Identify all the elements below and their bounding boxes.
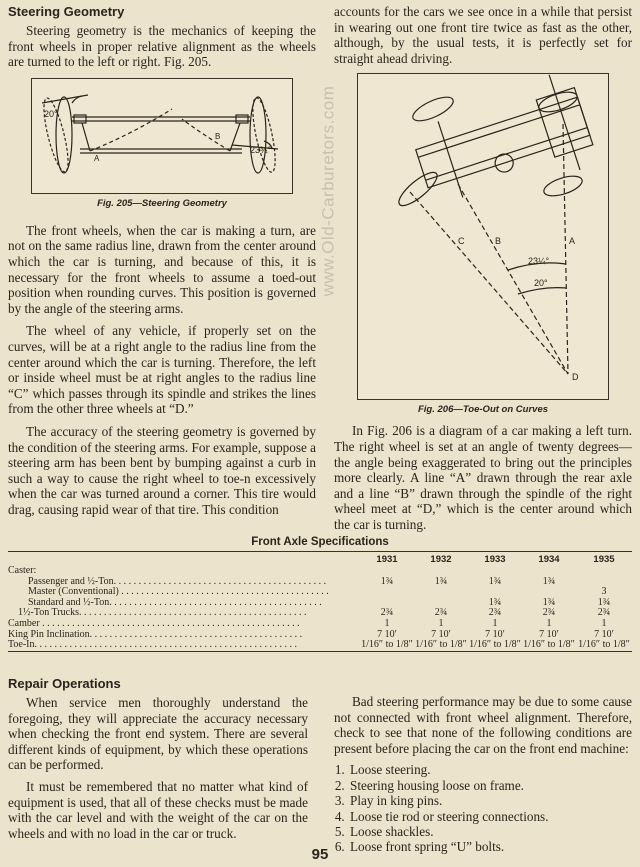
list-item: 5. Loose shackles. [348, 824, 632, 839]
year-1931: 1931 [376, 554, 398, 566]
spec-label: Master (Conventional) . . . . . . . . . . . . . . . . . . . . . . . . . . . . . . . . . . . . . . . . . . [28, 587, 329, 598]
spec-value: 1/16″ to 1/8″ [415, 639, 467, 651]
table-row [8, 608, 632, 619]
spec-value: 7 10′ [431, 628, 451, 640]
spec-value [414, 566, 468, 577]
fig205-label-a: A [94, 153, 100, 163]
spec-value: 1 [601, 617, 607, 629]
steering-geometry-diagram [32, 79, 292, 193]
fig206-angle2-label: 20° [534, 278, 548, 289]
intro-paragraph: Steering geometry is the mechanics of keeping the front wheels in proper relative alignment as the wheels are turned to the left or right. Fig. 205. [8, 23, 316, 70]
bad-steering-column [334, 676, 632, 855]
spec-value [360, 587, 414, 598]
spec-value [360, 566, 414, 577]
figure-205 [31, 78, 293, 194]
repair-paragraph-1: When service men thoroughly understand the foregoing, they will appreciate the accuracy necessary when checking the front end system. There are several different kinds of equipment, by which these operations can be performed. [8, 695, 308, 773]
table-row [8, 577, 632, 588]
specs-header-row [8, 552, 632, 566]
spec-label: Toe-In. . . . . . . . . . . . . . . . . . . . . . . . . . . . . . . . . . . . . . . . . . . . . . . . . . . . . [8, 640, 360, 651]
right-column [334, 4, 632, 533]
steering-checklist [334, 762, 632, 854]
spec-value: 1/16″ to 1/8″ [361, 639, 413, 651]
spec-label: Passenger and ½-Ton. . . . . . . . . . . . . . . . . . . . . . . . . . . . . . . . . . . . . . . . . . . [28, 576, 327, 587]
spec-value: 7 10′ [539, 628, 559, 640]
section-heading-repair-operations: Repair Operations [8, 676, 121, 691]
specs-table [8, 552, 632, 652]
year-1932: 1932 [430, 554, 452, 566]
year-1933: 1933 [484, 554, 506, 566]
spec-value [414, 587, 468, 598]
figure-206 [357, 73, 609, 400]
table-row [8, 640, 632, 651]
table-row [8, 587, 632, 598]
spec-value: 1/16″ to 1/8″ [523, 639, 575, 651]
paragraph-accuracy: The accuracy of the steering geometry is governed by the condition of the steering arms. For example, suppose a steering arm has been bent by bumping against a curb in such a way to cause the right wheel to toe-n excessively when the car was turned around a corner. This tire would drag, causing rapid wear of that tire. This condition [8, 423, 317, 517]
spec-value: 1¾ [488, 596, 502, 608]
repair-operations-column [8, 676, 308, 841]
list-item: 3. Play in king pins. [348, 793, 632, 808]
spec-label: 1½-Ton Trucks. . . . . . . . . . . . . . . . . . . . . . . . . . . . . . . . . . . . . . . . . . . . . . [18, 608, 307, 619]
spec-value: 2¾ [380, 607, 394, 619]
list-item: 1. Loose steering. [348, 762, 632, 777]
spec-value: 1/16″ to 1/8″ [469, 639, 521, 651]
spec-value: 1 [438, 617, 444, 629]
paragraph-wheel-any-vehicle: The wheel of any vehicle, if properly set on the curves, will be at a right angle to the radius line from the center around which the car is turning. Therefore, the left or inside wheel must be at right angles to the radius line “C” which passes through its spindle and strikes the lines from the other three wheels at “D.” [8, 323, 316, 417]
spec-value [468, 566, 522, 577]
fig206-label-a: A [569, 236, 576, 247]
paragraph-fig206: In Fig. 206 is a diagram of a car making a left turn. The right wheel is set at an angle of twenty degrees—the angle being exaggerated to bring out the principles more clearly. A line “A” drawn through the rear axle and a line “B” drawn through the spindle of the right wheel meet at “D,” which is the center around which the car is turning. [334, 423, 632, 532]
fig205-angle-left-label: 20° [44, 108, 58, 119]
year-1935: 1935 [593, 554, 615, 566]
list-item: 6. Loose front spring “U” bolts. [348, 839, 632, 854]
front-axle-specifications [8, 536, 632, 652]
fig206-angle1-label: 23¼° [528, 256, 550, 267]
spec-value: 1 [546, 617, 552, 629]
figure-206-caption: Fig. 206—Toe-Out on Curves [417, 404, 549, 416]
fig205-label-b: B [215, 131, 221, 141]
table-row [8, 598, 632, 609]
spec-value: 7 10′ [594, 628, 614, 640]
spec-value: 1¾ [380, 575, 394, 587]
bad-steering-paragraph: Bad steering performance may be due to some cause not connected with front wheel alignment. Therefore, check to see that none of the following conditions are present before placing the car on the front end machine: [334, 694, 632, 756]
spec-value [576, 566, 632, 577]
fig206-label-c: C [458, 236, 465, 247]
spec-value [522, 566, 576, 577]
table-row [8, 566, 632, 577]
spec-value: 1¾ [488, 575, 502, 587]
spec-label: Standard and ½-Ton. . . . . . . . . . . . . . . . . . . . . . . . . . . . . . . . . . . . . . . . . . . [28, 597, 322, 608]
toe-out-diagram [358, 74, 608, 399]
spec-value: 2¾ [597, 607, 611, 619]
section-heading-steering-geometry: Steering Geometry [8, 4, 125, 19]
spec-value: 1¾ [542, 596, 556, 608]
spec-value: 1 [492, 617, 498, 629]
spec-label: King Pin Inclination. . . . . . . . . . . . . . . . . . . . . . . . . . . . . . . . . . . . . . . . . . . [8, 629, 303, 640]
spec-value: 7 10′ [485, 628, 505, 640]
paragraph-continuation: accounts for the cars we see once in a while that persist in wearing out one front tire twice as fast as the other, although, by the usual tests, it is perfectly set for straight ahead driving. [334, 4, 632, 66]
fig205-angle-right-label: 23¾° [250, 144, 272, 155]
spec-value: 1¾ [434, 575, 448, 587]
list-item: 4. Loose tie rod or steering connections. [348, 809, 632, 824]
specs-title: Front Axle Specifications [251, 536, 389, 548]
left-column [8, 4, 316, 517]
watermark: www.Old-Carburetors.com [318, 85, 338, 297]
spec-value: 1¾ [542, 575, 556, 587]
fig206-label-b: B [495, 236, 502, 247]
repair-paragraph-2: It must be remembered that no matter what kind of equipment is used, that all of these checks must be made with the car level and with the weight of the car on the wheels and with no load in the car or truck. [8, 778, 308, 841]
spec-value: 2¾ [434, 607, 448, 619]
spec-value: 2¾ [488, 607, 502, 619]
list-item: 2. Steering housing loose on frame. [348, 778, 632, 793]
spec-value: 2¾ [542, 607, 556, 619]
fig206-label-d: D [572, 372, 579, 383]
year-1934: 1934 [538, 554, 560, 566]
paragraph-front-wheels: The front wheels, when the car is making a turn, are not on the same radius line, drawn from the center around which the car is turning, and because of this, it is necessary for the front wheels to assume a toed-out position when rounding curves. This position is governed by the angle of the steering arms. [8, 222, 316, 316]
spec-value: 1 [384, 617, 390, 629]
spec-value: 1¾ [597, 596, 611, 608]
figure-205-caption: Fig. 205—Steering Geometry [97, 197, 227, 209]
spec-label: Camber . . . . . . . . . . . . . . . . . . . . . . . . . . . . . . . . . . . . . . . . . . . . . . . . . . . . [8, 618, 300, 629]
table-row [8, 619, 632, 630]
spec-value: 1/16″ to 1/8″ [576, 640, 632, 651]
page-number: 95 [311, 846, 329, 863]
spec-value: 3 [601, 586, 607, 598]
spec-label: Caster: [8, 566, 37, 576]
spec-value: 7 10′ [377, 628, 397, 640]
